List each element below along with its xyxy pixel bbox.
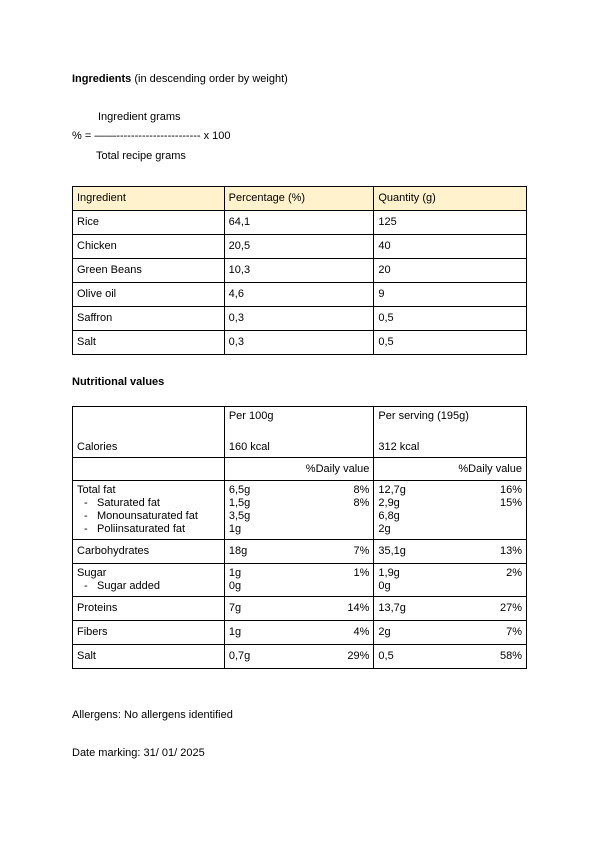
table-cell: 20 [374, 259, 527, 283]
table-row [73, 307, 527, 331]
header-cell: Ingredient [73, 187, 225, 211]
calories-label-cell [73, 407, 225, 458]
calories-label: Calories [77, 441, 118, 453]
table-cell: Chicken [73, 235, 225, 259]
formula-numerator: Ingredient grams [98, 111, 181, 123]
calories-serving: 312 kcal [378, 441, 420, 453]
sugar-label-cell: Sugar - Sugar added [73, 564, 225, 597]
table-cell: 0,3 [224, 307, 374, 331]
table-cell: 40 [374, 235, 527, 259]
fat-row [73, 481, 527, 540]
proteins-row [73, 597, 527, 621]
table-cell: 4,6 [224, 283, 374, 307]
calories-100: 160 kcal [228, 441, 270, 453]
table-row [73, 235, 527, 259]
table-cell: Saffron [73, 307, 225, 331]
fat-label-cell [73, 481, 225, 540]
date-marking: Date marking: 31/ 01/ 2025 [72, 747, 205, 759]
carbs-serving-cell: 35,1g 13% [374, 540, 527, 564]
sugar-row [73, 564, 527, 597]
calories-row [73, 407, 527, 458]
table-header-row [73, 187, 527, 211]
table-cell: 9 [374, 283, 527, 307]
salt-100-cell: 0,7g 29% [224, 645, 374, 669]
proteins-serving-cell: 13,7g 27% [374, 597, 527, 621]
table-cell: 0,5 [374, 331, 527, 355]
carbs-row [73, 540, 527, 564]
salt-label: Salt [73, 645, 225, 669]
fibers-row [73, 621, 527, 645]
table-cell: 0,3 [224, 331, 374, 355]
table-cell: Rice [73, 211, 225, 235]
sugar-100-cell: 1g 0g 1% [224, 564, 374, 597]
allergens-note: Allergens: No allergens identified [72, 709, 233, 721]
formula-denominator: Total recipe grams [96, 150, 186, 162]
sub-item: - Poliinsaturated fat [84, 523, 186, 535]
proteins-label: Proteins [73, 597, 225, 621]
perserving-label: Per serving (195g) [378, 410, 469, 422]
table-cell: Salt [73, 331, 225, 355]
table-cell: 10,3 [224, 259, 374, 283]
ingredients-table [72, 186, 527, 355]
nutrition-table [72, 406, 527, 669]
sugar-serving-cell: 1,9g 0g 2% [374, 564, 527, 597]
daily-value-header: %Daily value [374, 458, 527, 481]
carbs-100-cell: 18g 7% [224, 540, 374, 564]
table-row [73, 283, 527, 307]
empty-cell [73, 458, 225, 481]
ingredients-heading: Ingredients (in descending order by weight) [72, 73, 288, 85]
fibers-label: Fibers [73, 621, 225, 645]
per100-label: Per 100g [228, 410, 274, 422]
sub-item: - Saturated fat [84, 497, 160, 509]
table-row [73, 211, 527, 235]
proteins-100-cell: 7g 14% [224, 597, 374, 621]
table-cell: 20,5 [224, 235, 374, 259]
table-row [73, 331, 527, 355]
table-cell: Green Beans [73, 259, 225, 283]
table-cell: Olive oil [73, 283, 225, 307]
sub-item: - Monounsaturated fat [84, 510, 198, 522]
fat-serving-cell: 12,7g 2,9g 6,8g 2g 16% 15% [374, 481, 527, 540]
fat-100-cell: 6,5g 1,5g 3,5g 1g 8% 8% [224, 481, 374, 540]
header-cell: Percentage (%) [224, 187, 374, 211]
daily-value-header: %Daily value [224, 458, 374, 481]
daily-value-row [73, 458, 527, 481]
table-cell: 0,5 [374, 307, 527, 331]
salt-serving-cell: 0,5 58% [374, 645, 527, 669]
header-cell: Quantity (g) [374, 187, 527, 211]
salt-row [73, 645, 527, 669]
fat-label: Total fat [77, 484, 116, 496]
table-row [73, 259, 527, 283]
per100-cell [224, 407, 374, 458]
formula-line: % = ——----------------------- x 100 [72, 130, 231, 142]
nutrition-heading: Nutritional values [72, 376, 165, 388]
table-cell: 64,1 [224, 211, 374, 235]
carbs-label: Carbohydrates [73, 540, 225, 564]
fibers-100-cell: 1g 4% [224, 621, 374, 645]
table-cell: 125 [374, 211, 527, 235]
fibers-serving-cell: 2g 7% [374, 621, 527, 645]
perserving-cell [374, 407, 527, 458]
